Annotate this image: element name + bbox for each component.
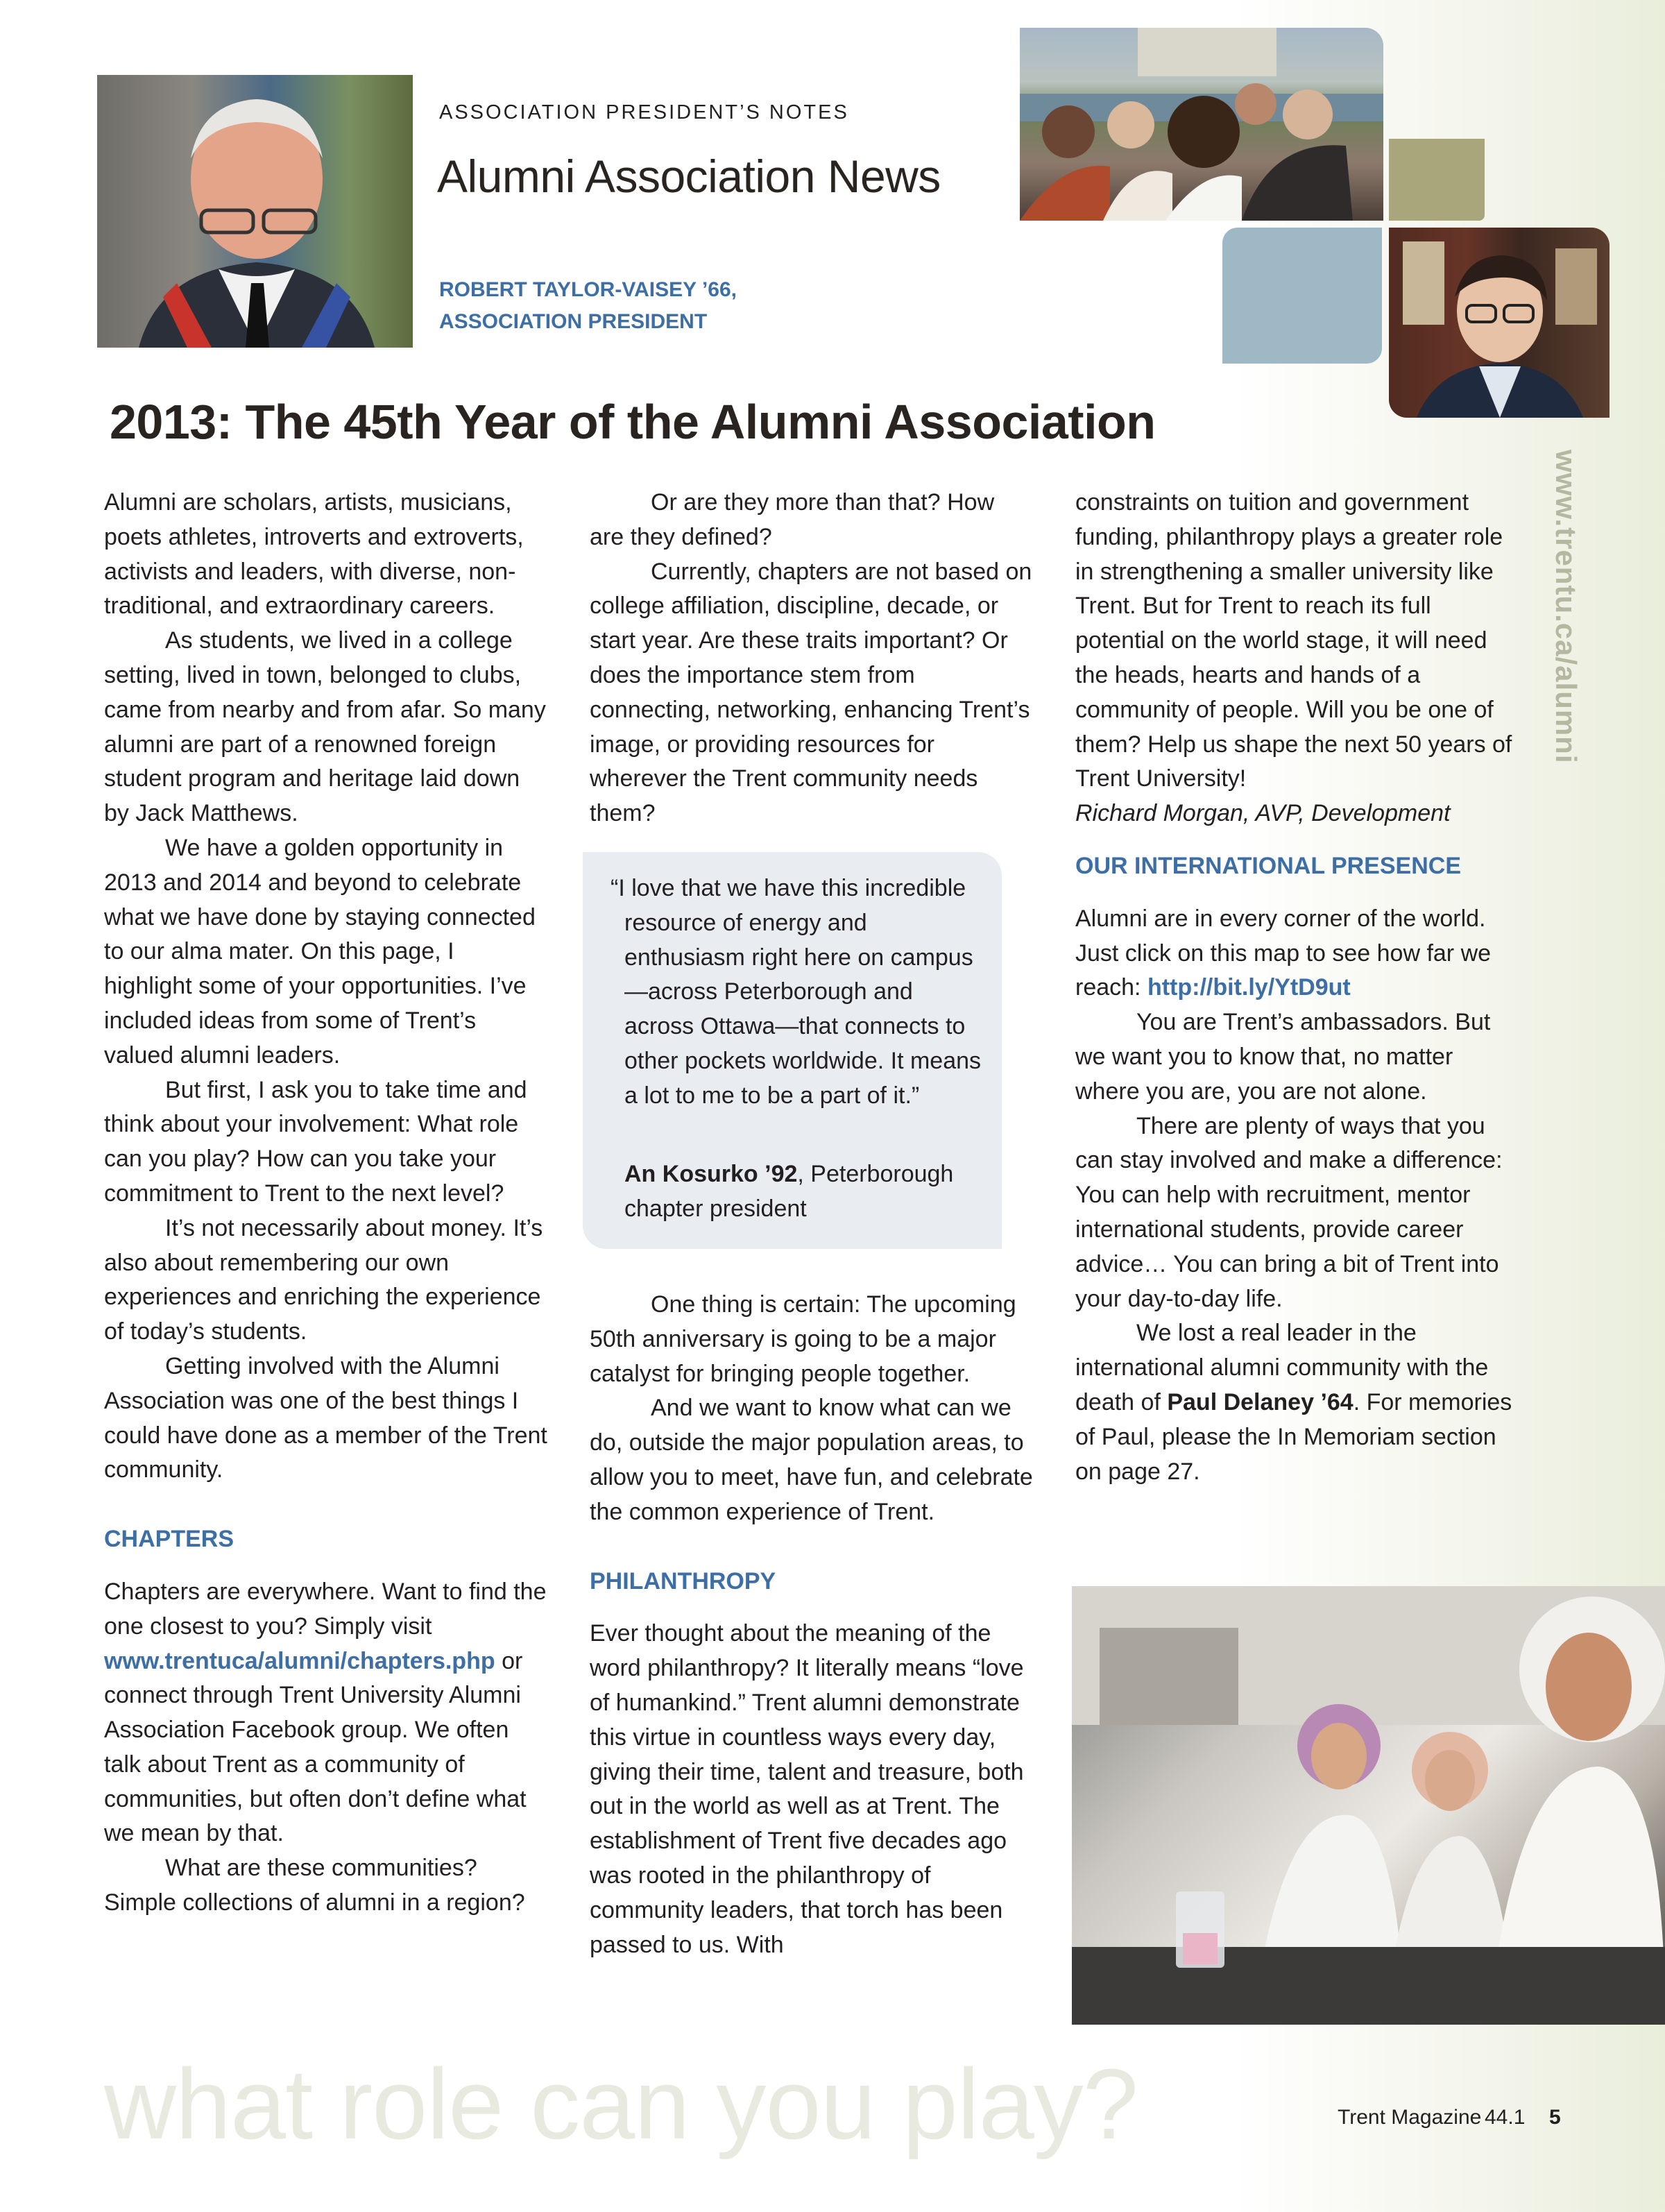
president-photo	[97, 75, 413, 348]
signature	[1075, 797, 1519, 831]
lab-students-photo	[1072, 1586, 1665, 2025]
pull-quote	[610, 871, 985, 1114]
paragraph: Or are they more than that? How are they defined?	[590, 489, 995, 550]
paragraph: It’s not necessarily about money. It’s also about remembering our own experiences and enriching the experience of today’s students.	[104, 1214, 543, 1345]
article-title: 2013: The 45th Year of the Alumni Association	[110, 395, 1156, 449]
paragraph: As students, we lived in a college setting, lived in town, belonged to clubs, came from nearby and from afar. So many alumni are part of a renowned foreign student program and heritage laid down by Jack Matthews.	[104, 627, 546, 827]
paragraph: We have a golden opportunity in 2013 and 2014 and beyond to celebrate what we have done by staying connected to our alma mater. On this page, I highlight some of your opportunities. I’ve included ideas from some of Trent’s valued alumni leaders.	[104, 834, 536, 1069]
paragraph: Currently, chapters are not based on college affiliation, discipline, decade, or start year. Are these traits important? Or does the importance stem from connecting, networking, enhancing Trent’s image, or providing resources for wherever the Trent community needs them?	[590, 558, 1032, 827]
page-number: 5	[1549, 2106, 1561, 2129]
paragraph: Alumni are scholars, artists, musicians, poets athletes, introverts and extroverts, activists and leaders, with diverse, non-traditional, and extraordinary careers.	[104, 489, 524, 620]
memorial-paragraph	[1075, 1316, 1519, 1489]
memorial-text-a: We lost a real leader in the international alumni community with the death of	[1075, 1320, 1489, 1415]
philanthropy-heading: PHILANTHROPY	[590, 1567, 776, 1594]
paragraph: constraints on tuition and government funding, philanthropy plays a greater role in strengthening a smaller university like Trent. But for Trent to reach its full potential on the world stage, it will need the heads, hearts and hands of a community of people. Will you be one of them? Help us shape the next 50 years of Trent University!	[1075, 489, 1512, 792]
chapters-paragraph	[104, 1575, 548, 1851]
byline-name: ROBERT TAYLOR-VAISEY ’66,	[439, 278, 737, 301]
byline	[439, 274, 737, 338]
decorative-olive-square	[1389, 139, 1485, 221]
footer-issue: 44.1	[1485, 2106, 1526, 2129]
paragraph: What are these communities? Simple collections of alumni in a region?	[104, 1855, 525, 1916]
international-heading: OUR INTERNATIONAL PRESENCE	[1075, 852, 1462, 879]
map-link[interactable]: http://bit.ly/YtD9ut	[1147, 974, 1351, 1001]
quote-author: An Kosurko ’92	[624, 1161, 798, 1187]
page-title: Alumni Association News	[437, 151, 941, 202]
quote-author-role: , Peterborough chapter president	[624, 1161, 954, 1222]
signature-text: Richard Morgan, AVP, Development	[1075, 800, 1451, 827]
memorial-text-b: . For memories of Paul, please the In Memoriam section on page 27.	[1075, 1388, 1512, 1485]
international-paragraph	[1075, 902, 1519, 1005]
pull-quote-text: “I love that we have this incredible resource of energy and enthusiasm right here on campus—across Peterborough and across Ottawa—that connects to other pockets worldwide. It means a lot to me to be a part of it.”	[610, 875, 982, 1109]
footer-tagline: what role can you play?	[104, 2048, 1138, 2160]
byline-role: ASSOCIATION PRESIDENT	[439, 310, 708, 333]
paragraph: One thing is certain: The upcoming 50th anniversary is going to be a major catalyst for bringing people together.	[590, 1291, 1016, 1387]
young-man-photo	[1389, 228, 1610, 418]
paragraph: But first, I ask you to take time and think about your involvement: What role can you play? How can you take your commitment to Trent to the next level?	[104, 1076, 527, 1207]
paragraph: Getting involved with the Alumni Association was one of the best things I could have done as a member of the Trent community.	[104, 1352, 547, 1483]
paragraph: There are plenty of ways that you can stay involved and make a difference: You can help with recruitment, mentor international students, provide career advice… You can bring a bit of Trent into your day-to-day life.	[1075, 1112, 1503, 1312]
intl-text-a: Alumni are in every corner of the world. Just click on this map to see how far we reach:	[1075, 905, 1492, 1001]
students-group-photo	[1020, 28, 1383, 221]
paragraph: And we want to know what can we do, outside the major population areas, to allow you to meet, have fun, and celebrate the common experience of Trent.	[590, 1395, 1033, 1525]
sidebar-url	[1542, 450, 1590, 783]
section-kicker: ASSOCIATION PRESIDENT’S NOTES	[439, 101, 849, 124]
footer-magazine-name: Trent Magazine	[1338, 2106, 1482, 2129]
paragraph: You are Trent’s ambassadors. But we want you to know that, no matter where you are, you are not alone.	[1075, 1009, 1491, 1105]
chapters-text-a: Chapters are everywhere. Want to find the one closest to you? Simply visit	[104, 1578, 547, 1640]
memorial-name: Paul Delaney ’64	[1167, 1388, 1354, 1415]
chapters-link[interactable]: www.trentuca/alumni/chapters.php	[104, 1647, 495, 1674]
chapters-text-b: or connect through Trent University Alumni Association Facebook group. We often talk about Trent as a community of communities, but often don’t define what we mean by that.	[104, 1647, 527, 1847]
paragraph: Ever thought about the meaning of the word philanthropy? It literally means “love of humankind.” Trent alumni demonstrate this virtue in countless ways every day, giving their time, talent and treasure, both out in the world as well as at Trent. The establishment of Trent five decades ago was rooted in the philanthropy of community leaders, that torch has been passed to us. With	[590, 1620, 1024, 1958]
article-column-1	[104, 486, 548, 1921]
pull-quote-attribution	[624, 1157, 985, 1227]
decorative-blue-square	[1222, 228, 1382, 364]
article-column-3	[1075, 486, 1519, 1489]
chapters-heading: CHAPTERS	[104, 1526, 234, 1553]
sidebar-url-text: www.trentu.ca/alumni	[1550, 450, 1582, 764]
